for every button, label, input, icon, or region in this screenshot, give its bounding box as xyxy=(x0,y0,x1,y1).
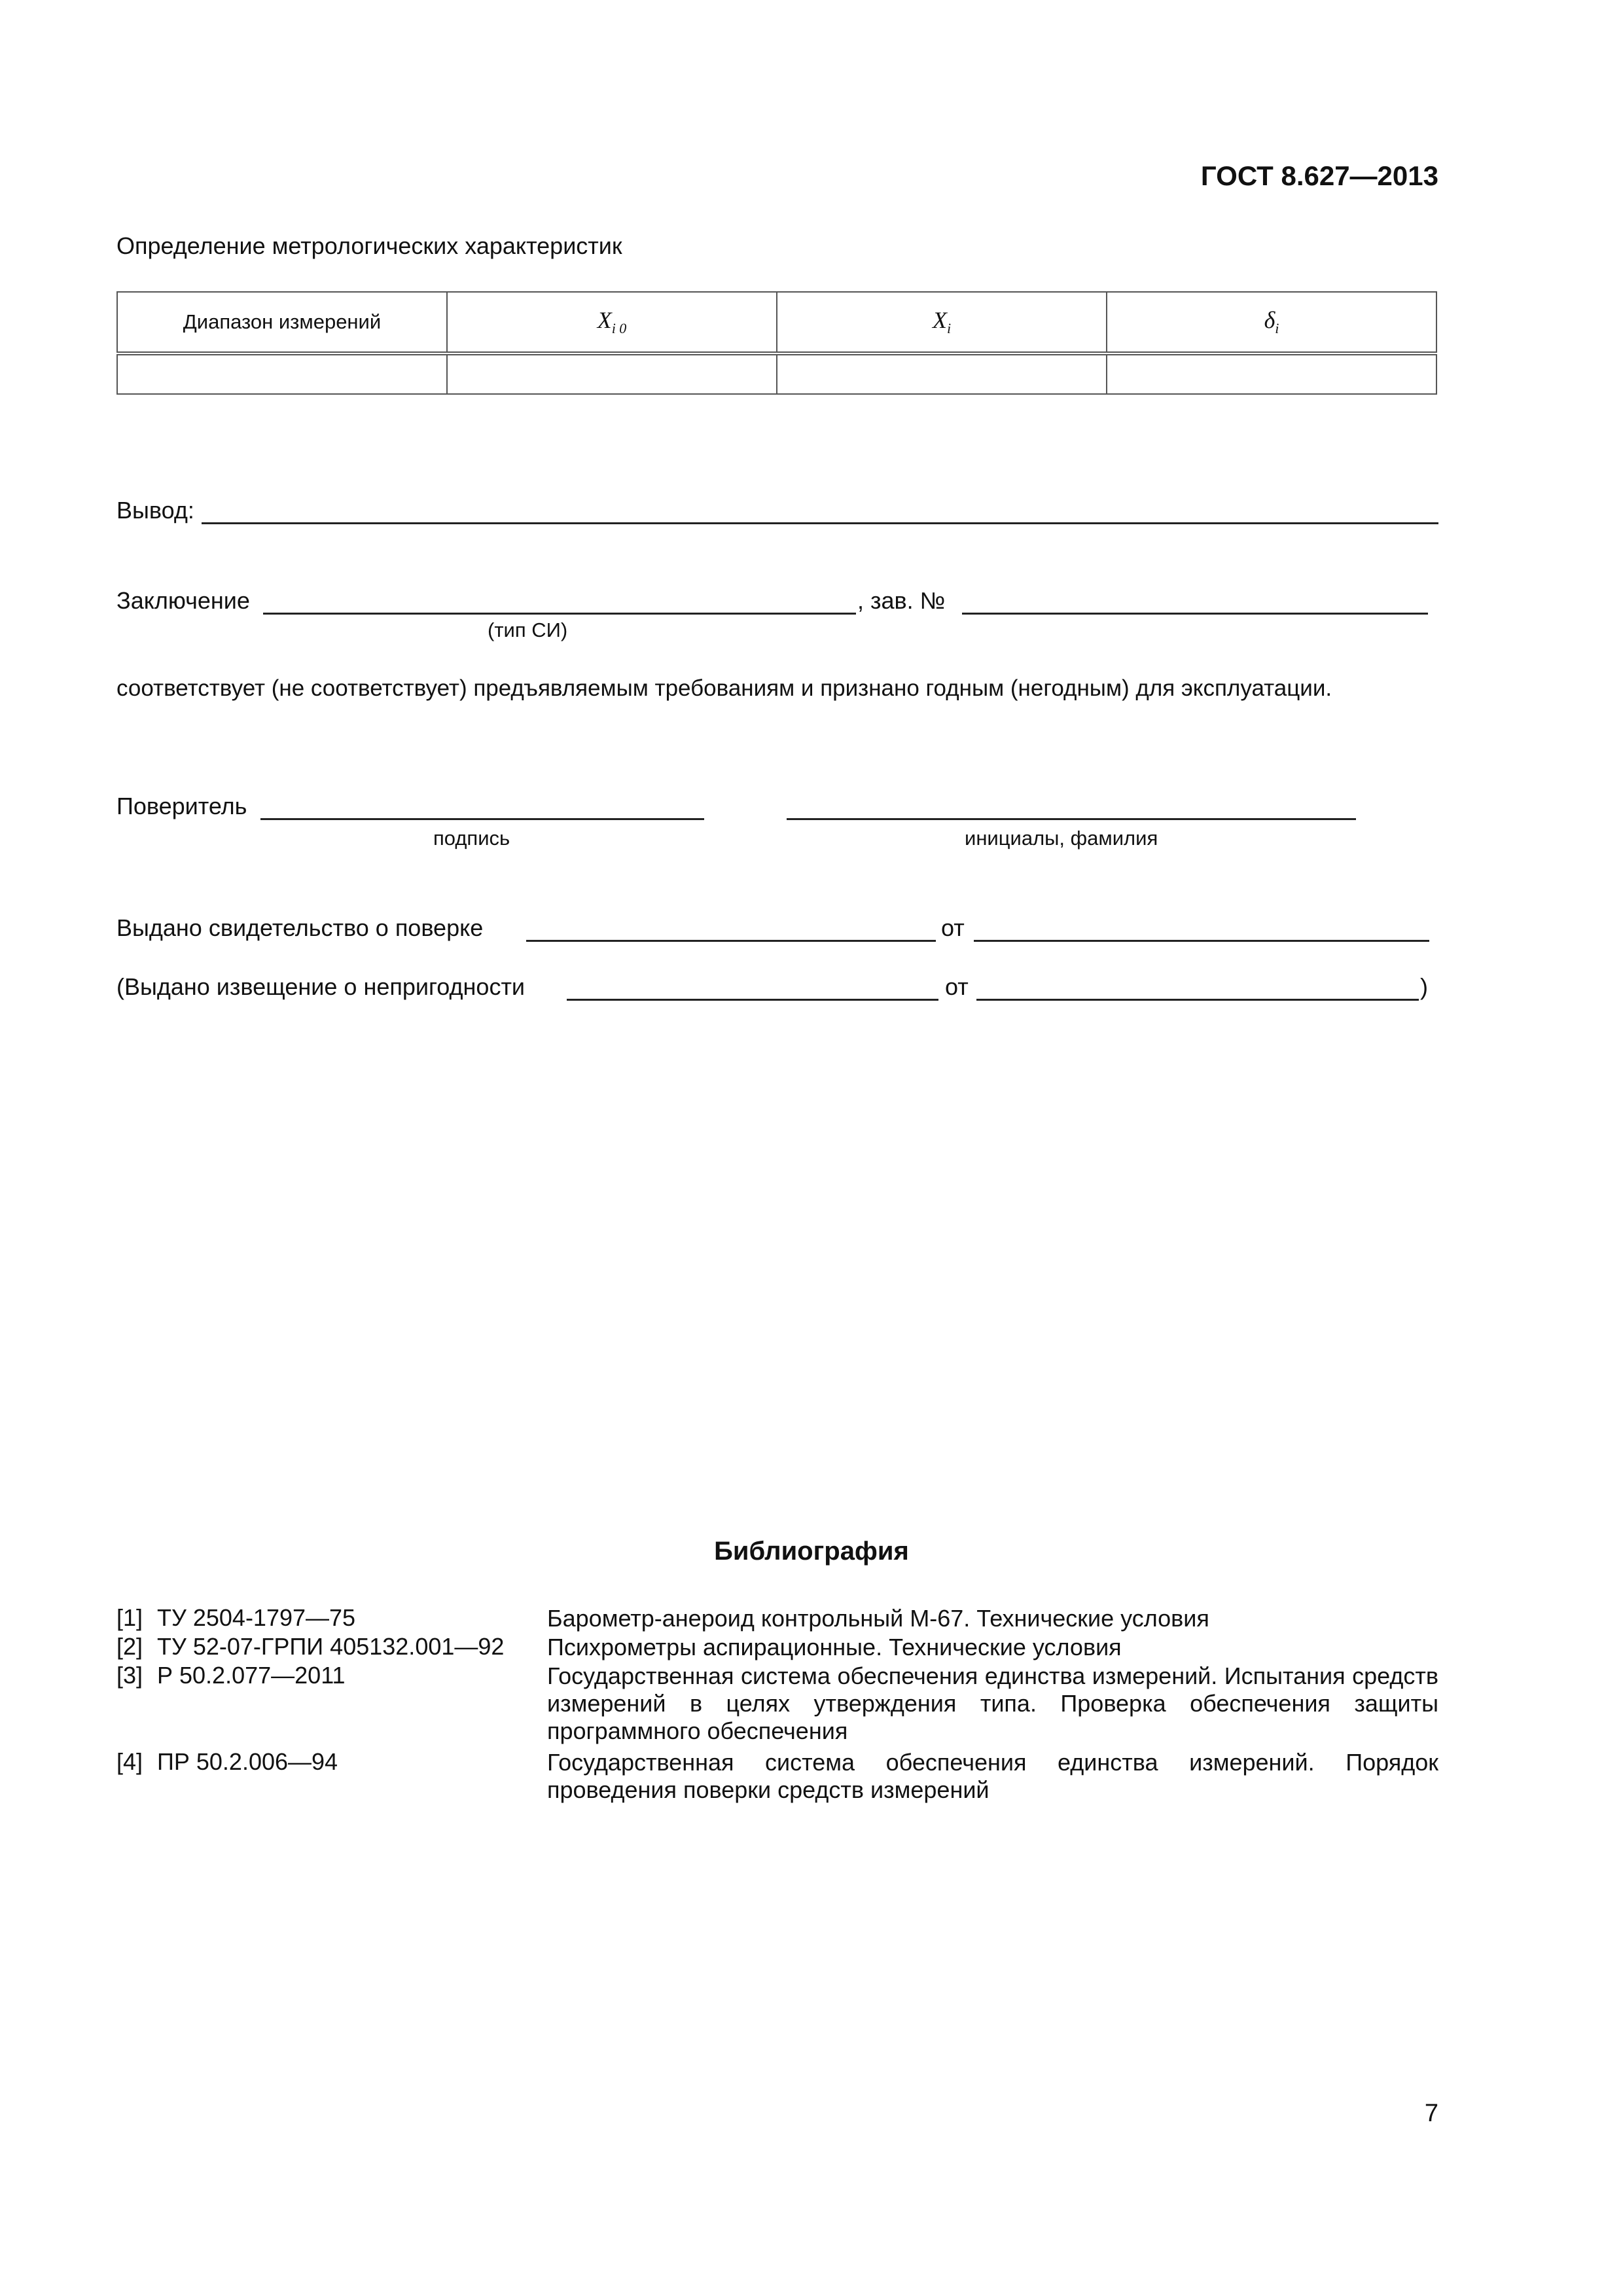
signature-field[interactable] xyxy=(260,818,704,820)
table-row xyxy=(117,353,1436,394)
bib-entry-code: ТУ 2504-1797—75 xyxy=(157,1604,356,1631)
col-header-delta: $\delta_i$ xyxy=(1107,292,1436,353)
col-header-xi: $X_i$ xyxy=(777,292,1107,353)
bib-entry-description: Барометр-анероид контрольный М-67. Технические условия xyxy=(547,1605,1209,1632)
bib-entry-code: ПР 50.2.006—94 xyxy=(157,1748,338,1775)
bib-entry-description: Государственная система обеспечения единства измерений. Испытания средств измерений в целях утверждения типа. Проверка обеспечения защиты программного обеспечения xyxy=(547,1662,1438,1744)
bib-entry-number: [4] xyxy=(116,1748,143,1775)
table-cell[interactable] xyxy=(777,353,1107,394)
verifier-label: Поверитель xyxy=(116,793,247,819)
name-caption: инициалы, фамилия xyxy=(965,827,1158,850)
bib-entry-description: Психрометры аспирационные. Технические условия xyxy=(547,1634,1122,1660)
notice-from-label: от xyxy=(945,973,969,1000)
compliance-text: соответствует (не соответствует) предъявляемым требованиям и признано годным (негодным) для эксплуатации. xyxy=(116,675,1332,701)
signature-caption: подпись xyxy=(433,827,510,850)
table-cell[interactable] xyxy=(1107,353,1436,394)
col-header-range: Диапазон измерений xyxy=(117,292,447,353)
serial-label: , зав. № xyxy=(857,587,946,614)
conclusion-field[interactable] xyxy=(202,522,1438,524)
certificate-number-field[interactable] xyxy=(526,940,936,942)
conclusion-label: Вывод: xyxy=(116,497,194,524)
bib-entry-number: [2] xyxy=(116,1633,143,1660)
name-field[interactable] xyxy=(787,818,1356,820)
notice-label: (Выдано извещение о непригодности xyxy=(116,973,526,1000)
instrument-type-field[interactable] xyxy=(263,613,856,615)
bib-entry-description: Государственная система обеспечения единства измерений. Порядок проведения поверки средств измерений xyxy=(547,1749,1438,1803)
page-number: 7 xyxy=(1424,2100,1438,2127)
col-header-xi0: $X_{i 0}$ xyxy=(447,292,777,353)
bib-entry-number: [3] xyxy=(116,1662,143,1689)
table-cell[interactable] xyxy=(447,353,777,394)
bib-entry-code: Р 50.2.077—2011 xyxy=(157,1662,346,1689)
bib-entry-number: [1] xyxy=(116,1604,143,1631)
document-code: ГОСТ 8.627—2013 xyxy=(1200,160,1438,191)
section-title: Определение метрологических характеристик xyxy=(116,232,622,259)
type-caption: (тип СИ) xyxy=(488,619,568,641)
notice-number-field[interactable] xyxy=(567,999,938,1001)
metrology-table xyxy=(116,291,1437,395)
bibliography-title: Библиография xyxy=(714,1537,909,1566)
serial-number-field[interactable] xyxy=(962,613,1428,615)
notice-date-field[interactable] xyxy=(976,999,1419,1001)
certificate-date-field[interactable] xyxy=(974,940,1429,942)
table-header-row xyxy=(117,292,1436,353)
table-cell[interactable] xyxy=(117,353,447,394)
certificate-from-label: от xyxy=(941,914,965,941)
certificate-label: Выдано свидетельство о поверке xyxy=(116,914,484,941)
verdict-label: Заключение xyxy=(116,587,250,614)
bib-entry-code: ТУ 52-07-ГРПИ 405132.001—92 xyxy=(157,1633,505,1660)
closing-paren: ) xyxy=(1420,973,1428,1000)
